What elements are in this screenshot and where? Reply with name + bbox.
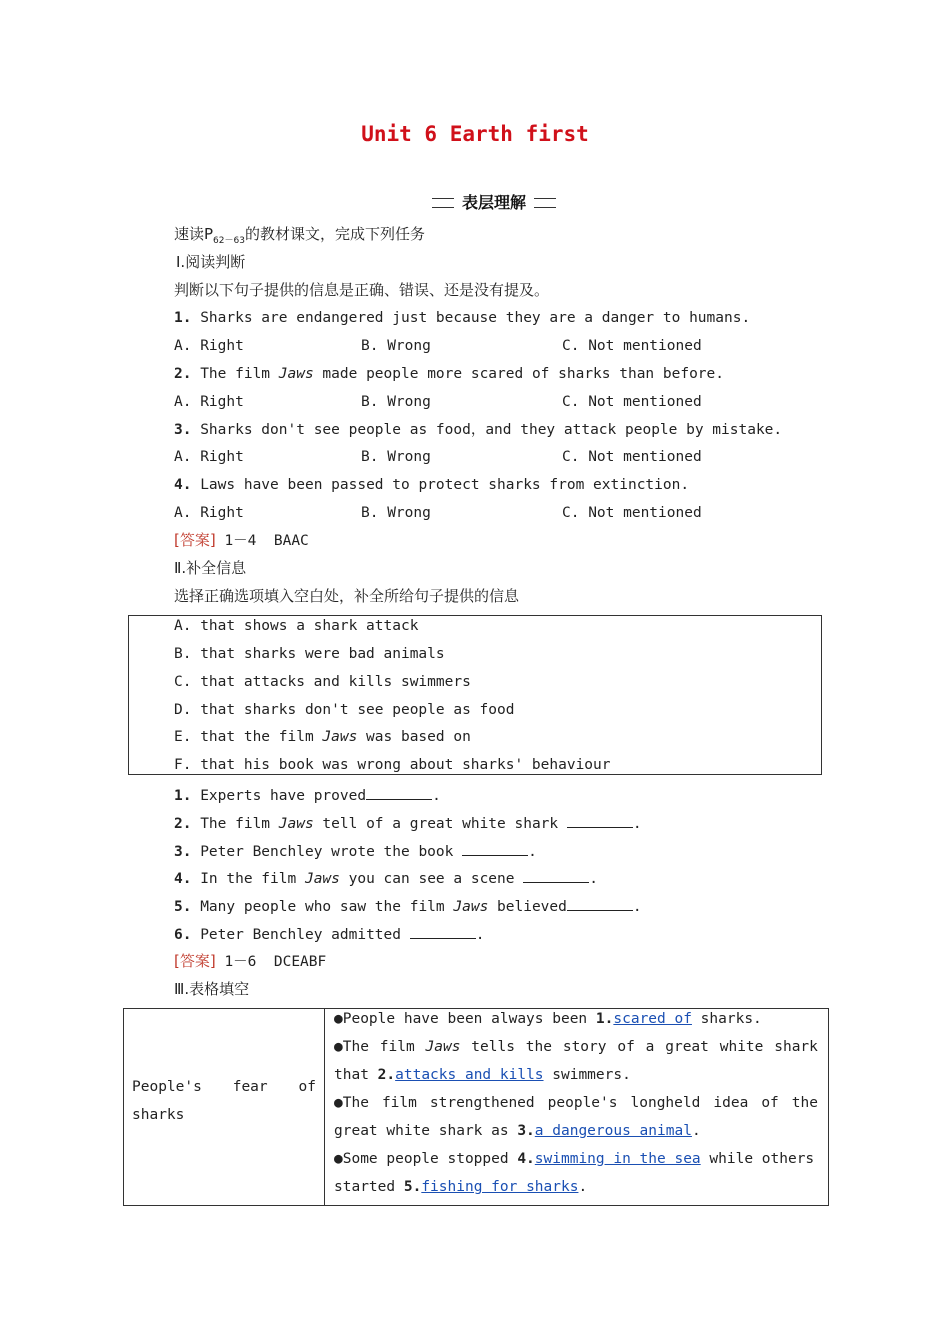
sentence-2 — [174, 813, 642, 834]
section2-instruction: 选择正确选项填入空白处，补全所给句子提供的信息 — [174, 587, 520, 605]
sentence-text: Peter Benchley admitted — [200, 927, 410, 943]
bullet-3-line1 — [334, 1093, 818, 1113]
bullet-text-end: while others — [700, 1151, 815, 1167]
word: tells — [471, 1039, 515, 1055]
film-title: Jaws — [304, 871, 340, 887]
section2-heading: Ⅱ.补全信息 — [174, 559, 247, 577]
word: strengthened — [429, 1095, 535, 1111]
option-c: C. Not mentioned — [562, 449, 702, 465]
question-3 — [174, 420, 782, 440]
option-c: C. Not mentioned — [562, 338, 702, 354]
option-a: A. Right — [174, 394, 244, 410]
word: great — [665, 1039, 709, 1055]
sentence-number: 5. — [174, 899, 192, 915]
blank-number: 3. — [517, 1123, 535, 1139]
intro-page-range: 62－63 — [213, 236, 245, 246]
choices-box — [128, 615, 822, 775]
choice-text-pre: E. that the film — [174, 729, 323, 745]
bullet-text-end: . — [691, 1123, 701, 1139]
option-c: C. Not mentioned — [562, 394, 702, 410]
question-text-post: made people more scared of sharks than before. — [313, 366, 725, 382]
choice-text-post: was based on — [357, 729, 471, 745]
bullet-3-line2 — [334, 1121, 701, 1141]
bullet-text-end: . — [578, 1179, 588, 1195]
question-number: 4. — [174, 477, 192, 493]
question-text: Sharks don't see people as food，and they attack people by mistake. — [200, 422, 783, 438]
question-number: 2. — [174, 366, 192, 382]
sentence-text: Experts have proved — [200, 788, 367, 804]
film-title: Jaws — [425, 1039, 461, 1055]
blank-number: 2. — [377, 1067, 396, 1083]
option-b: B. Wrong — [361, 449, 431, 465]
answer-1 — [174, 530, 309, 551]
word: ●The — [334, 1095, 369, 1111]
page-title: Unit 6 Earth first — [361, 122, 589, 146]
choice-f: F. that his book was wrong about sharks' behaviour — [174, 757, 611, 773]
film-title: Jaws — [278, 816, 314, 832]
option-a: A. Right — [174, 338, 244, 354]
word: of — [617, 1039, 635, 1055]
answer-2 — [174, 951, 326, 972]
bullet-4-line2 — [334, 1177, 587, 1197]
word: film — [379, 1039, 415, 1055]
word: film — [381, 1095, 417, 1111]
sentence-3 — [174, 841, 537, 862]
word: idea — [713, 1095, 749, 1111]
question-text: Sharks are endangered just because they are a danger to humans. — [200, 310, 751, 326]
bullet-2-line2 — [334, 1065, 631, 1085]
sentence-4 — [174, 868, 598, 889]
intro-line — [174, 224, 425, 251]
option-c: C. Not mentioned — [562, 505, 702, 521]
sentence-end: . — [432, 788, 441, 804]
row-label-line1 — [132, 1073, 316, 1101]
sentence-end: . — [632, 899, 642, 915]
answer-value: 1－6 DCEABF — [224, 954, 327, 970]
sentence-number: 4. — [174, 871, 192, 887]
choice-d: D. that sharks don't see people as food — [174, 702, 515, 718]
sentence-end: . — [589, 871, 598, 887]
table-divider — [324, 1009, 325, 1205]
row-label — [132, 1073, 316, 1129]
word: white — [719, 1039, 764, 1055]
filled-answer: attacks and kills — [395, 1067, 544, 1083]
sentence-number: 1. — [174, 788, 192, 804]
blank-number: 4. — [517, 1151, 535, 1167]
answer-blank[interactable] — [567, 813, 633, 828]
option-b: B. Wrong — [361, 505, 431, 521]
answer-blank[interactable] — [410, 924, 476, 939]
sentence-5 — [174, 896, 642, 917]
bullet-text: started — [334, 1179, 404, 1195]
intro-pre: 速读P — [174, 225, 214, 243]
sentence-text: The film — [200, 816, 279, 832]
word: story — [562, 1039, 607, 1055]
filled-answer: fishing for sharks — [421, 1179, 579, 1195]
option-a: A. Right — [174, 449, 244, 465]
bullet-text-end: sharks. — [691, 1011, 762, 1027]
row-label-word: People's — [132, 1079, 202, 1095]
filled-answer: a dangerous animal — [534, 1123, 692, 1139]
bullet-2-line1 — [334, 1037, 818, 1057]
intro-post: 的教材课文，完成下列任务 — [244, 225, 425, 243]
bullet-text: ●Some people stopped — [334, 1151, 518, 1167]
row-label-line2: sharks — [132, 1107, 185, 1123]
question-4 — [174, 475, 689, 495]
row-label-word: fear — [232, 1079, 268, 1095]
choice-a: A. that shows a shark attack — [174, 618, 419, 634]
word: shark — [774, 1039, 818, 1055]
word: the — [525, 1039, 552, 1055]
sentence-1 — [174, 785, 441, 806]
question-1 — [174, 308, 750, 328]
sentence-number: 3. — [174, 844, 192, 860]
choice-e — [174, 727, 471, 747]
sentence-6 — [174, 924, 484, 945]
word: a — [645, 1039, 655, 1055]
choice-b: B. that sharks were bad animals — [174, 646, 445, 662]
sentence-end: . — [632, 816, 642, 832]
sentence-text: In the film — [200, 871, 305, 887]
sentence-text: Peter Benchley wrote the book — [200, 844, 463, 860]
filled-answer: scared of — [613, 1011, 692, 1027]
bullet-text-end: swimmers. — [543, 1067, 631, 1083]
answer-label: [答案] — [174, 952, 216, 970]
section1-heading: Ⅰ.阅读判断 — [176, 253, 246, 271]
question-number: 3. — [174, 422, 192, 438]
bullet-1 — [334, 1009, 762, 1029]
question-text-pre: The film — [200, 366, 279, 382]
film-title: Jaws — [278, 366, 314, 382]
option-b: B. Wrong — [361, 338, 431, 354]
answer-label: [答案] — [174, 531, 216, 549]
blank-number: 5. — [403, 1179, 422, 1195]
film-title: Jaws — [322, 729, 358, 745]
blank-number: 1. — [595, 1011, 614, 1027]
option-b: B. Wrong — [361, 394, 431, 410]
option-a: A. Right — [174, 505, 244, 521]
word: longheld — [630, 1095, 701, 1111]
answer-value: 1－4 BAAC — [224, 533, 309, 549]
question-text: Laws have been passed to protect sharks from extinction. — [200, 477, 690, 493]
film-title: Jaws — [453, 899, 489, 915]
bullet-text: ●People have been always been — [334, 1011, 596, 1027]
choice-c: C. that attacks and kills swimmers — [174, 674, 471, 690]
answer-blank[interactable] — [462, 841, 528, 856]
question-2 — [174, 364, 724, 384]
sentence-end: . — [528, 844, 537, 860]
bullet-text: great white shark as — [334, 1123, 518, 1139]
question-number: 1. — [174, 310, 192, 326]
sentence-number: 2. — [174, 816, 192, 832]
word: the — [791, 1095, 818, 1111]
fill-table — [123, 1008, 829, 1206]
word: of — [761, 1095, 779, 1111]
filled-answer: swimming in the sea — [534, 1151, 701, 1167]
sentence-number: 6. — [174, 927, 192, 943]
sentence-end: . — [475, 927, 485, 943]
answer-blank[interactable] — [366, 785, 432, 800]
row-label-word: of — [298, 1079, 316, 1095]
section-badge — [432, 192, 556, 214]
bullet-4-line1 — [334, 1149, 814, 1169]
answer-blank[interactable] — [567, 896, 633, 911]
badge-label: 表层理解 — [454, 192, 534, 214]
sentence-text-mid: you can see a scene — [339, 871, 524, 887]
sentence-text-mid: believed — [488, 899, 567, 915]
section1-instruction: 判断以下句子提供的信息是正确、错误、还是没有提及。 — [174, 281, 550, 299]
sentence-text: Many people who saw the film — [200, 899, 454, 915]
section3-heading: Ⅲ.表格填空 — [174, 980, 250, 998]
word: people's — [547, 1095, 618, 1111]
bullet-text: that — [334, 1067, 378, 1083]
word: ●The — [334, 1039, 369, 1055]
answer-blank[interactable] — [523, 868, 589, 883]
sentence-text-mid: tell of a great white shark — [313, 816, 567, 832]
